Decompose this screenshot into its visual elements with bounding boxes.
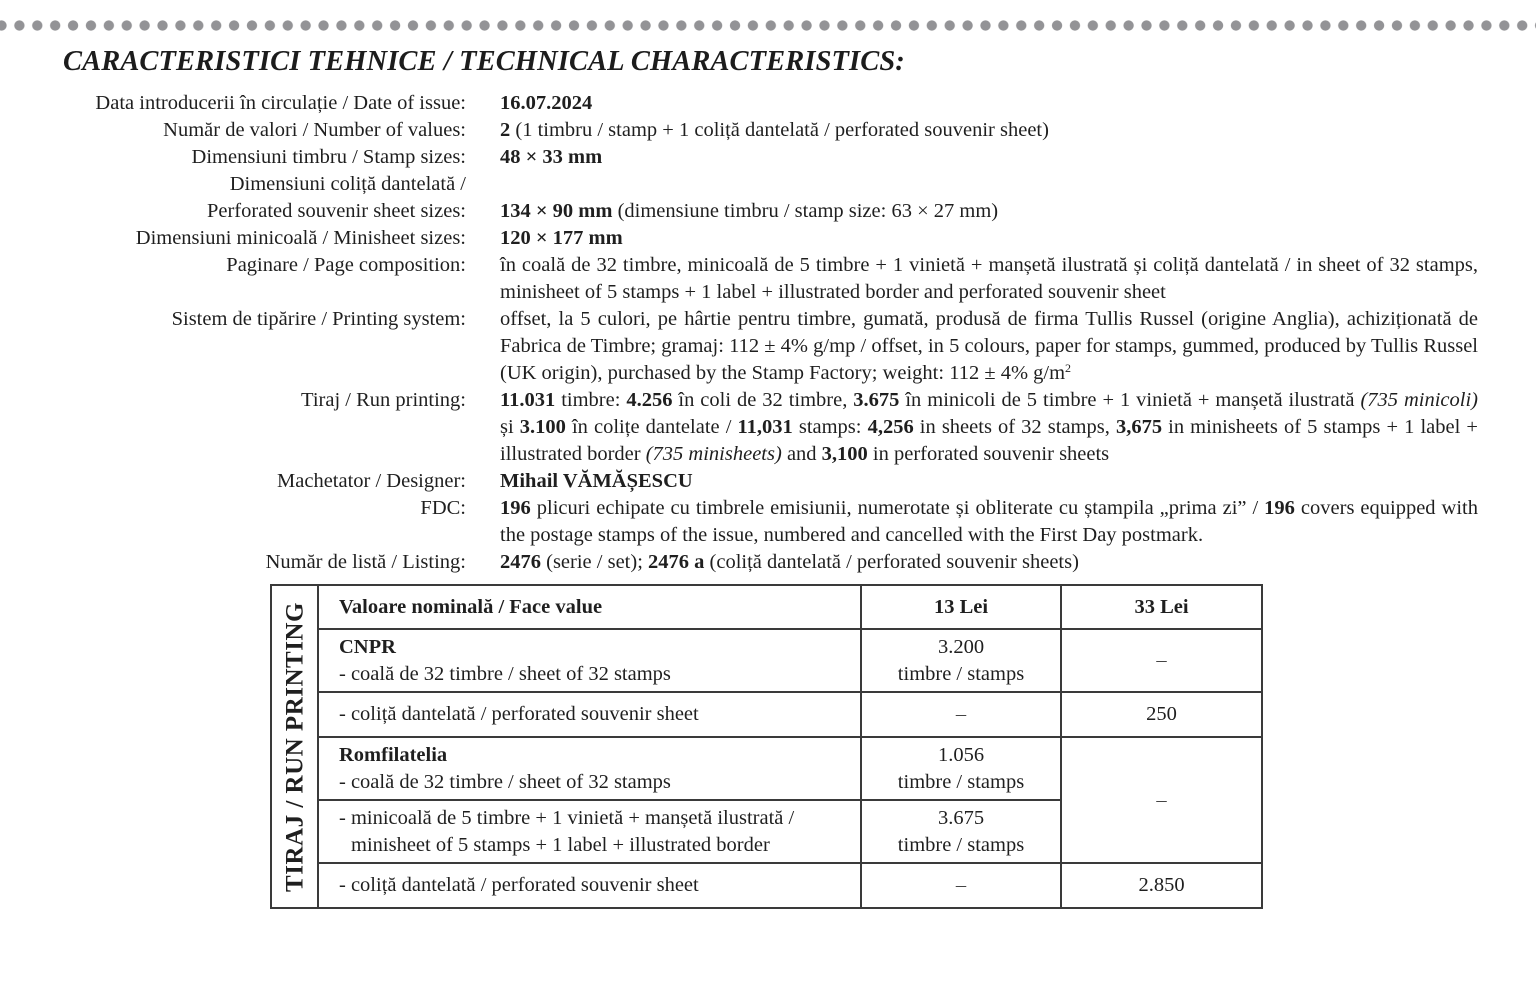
spec-number-of-values: Număr de valori / Number of values: 2 (1 timbru / stamp + 1 coliță dantelată / perforated souvenir sheet) (163, 119, 1049, 141)
table-row: CNPR - coală de 32 timbre / sheet of 32 stamps 3.200 timbre / stamps – (271, 629, 1262, 692)
spec-page-composition: Paginare / Page composition: în coală de 32 timbre, minicoală de 5 timbre + 1 vinietă + manșetă ilustrată și coliță dantelată / in sheet of 32 stamps, minisheet of 5 stamps + 1 label + illustrated border and perforated souvenir sheet (226, 254, 1478, 303)
spec-listing: Număr de listă / Listing: 2476 (serie / set); 2476 a (coliță dantelată / perforated souvenir sheets) (265, 551, 1079, 573)
section-title: CARACTERISTICI TEHNICE / TECHNICAL CHARACTERISTICS: (63, 46, 905, 77)
table-row: - coliță dantelată / perforated souvenir sheet – 2.850 (271, 863, 1262, 908)
table-row: - coliță dantelată / perforated souvenir sheet – 250 (271, 692, 1262, 737)
group-romfilatelia: Romfilatelia (339, 743, 448, 766)
technical-specs (0, 90, 1536, 576)
spec-souvenir-sheet-sizes: Perforated souvenir sheet sizes: 134 × 90 mm (dimensiune timbru / stamp size: 63 × 27 mm) (206, 200, 999, 222)
header-face-value: Valoare nominală / Face value (339, 595, 603, 618)
run-printing-side-label: TIRAJ / RUN PRINTING (281, 601, 308, 892)
table-header-row (271, 585, 1262, 629)
spec-fdc: FDC: 196 plicuri echipate cu timbrele emisiunii, numerotate și obliterate cu ștampila „prima zi” / 196 covers equipped with the postage stamps of the issue, numbered and cancelled with the First Day postmark. (420, 497, 1478, 546)
spec-minisheet-sizes: Dimensiuni minicoală / Minisheet sizes: 120 × 177 mm (135, 227, 623, 249)
table-row: - minicoală de 5 timbre + 1 vinietă + manșetă ilustrată / minisheet of 5 stamps + 1 label + illustrated border 3.675 timbre / stamps (271, 800, 1262, 863)
table-row: Romfilatelia - coală de 32 timbre / sheet of 32 stamps 1.056 timbre / stamps – (271, 737, 1262, 800)
run-printing-table (270, 584, 1263, 909)
header-13-lei: 13 Lei (933, 595, 989, 618)
dotted-divider (0, 20, 1536, 31)
spec-souvenir-sheet-sizes-label1: Dimensiuni coliță dantelată / (229, 173, 466, 195)
group-cnpr: CNPR (339, 635, 396, 658)
spec-designer: Machetator / Designer: Mihail VĂMĂȘESCU (277, 470, 693, 492)
spec-run-printing: Tiraj / Run printing: 11.031 timbre: 4.256 în coli de 32 timbre, 3.675 în minicoli de 5 timbre + 1 vinietă + manșetă ilustrată (735 minicoli) și 3.100 în colițe dantelate / 11,031 stamps: 4,256 in sheets of 32 stamps, 3,675 in minisheets of 5 stamps + 1 label + illustrated border (735 minisheets) and 3,100 in perforated souvenir sheets (301, 389, 1478, 465)
header-33-lei: 33 Lei (1134, 595, 1189, 618)
spec-printing-system: Sistem de tipărire / Printing system: offset, la 5 culori, pe hârtie pentru timbre, gumată, produsă de firma Tullis Russel (origine Anglia), achiziționată de Fabrica de Timbre; gramaj: 112 ± 4% g/mp / offset, in 5 colours, paper for stamps, gummed, produced by Tullis Russel (UK origin), purchased by the Stamp Factory; weight: 112 ± 4% $g/m^2$ (171, 308, 1478, 384)
side-label-cell (271, 585, 318, 908)
spec-stamp-sizes: Dimensiuni timbru / Stamp sizes: 48 × 33 mm (191, 146, 603, 168)
spec-date-of-issue: Data introducerii în circulație / Date of issue: 16.07.2024 (95, 92, 593, 114)
